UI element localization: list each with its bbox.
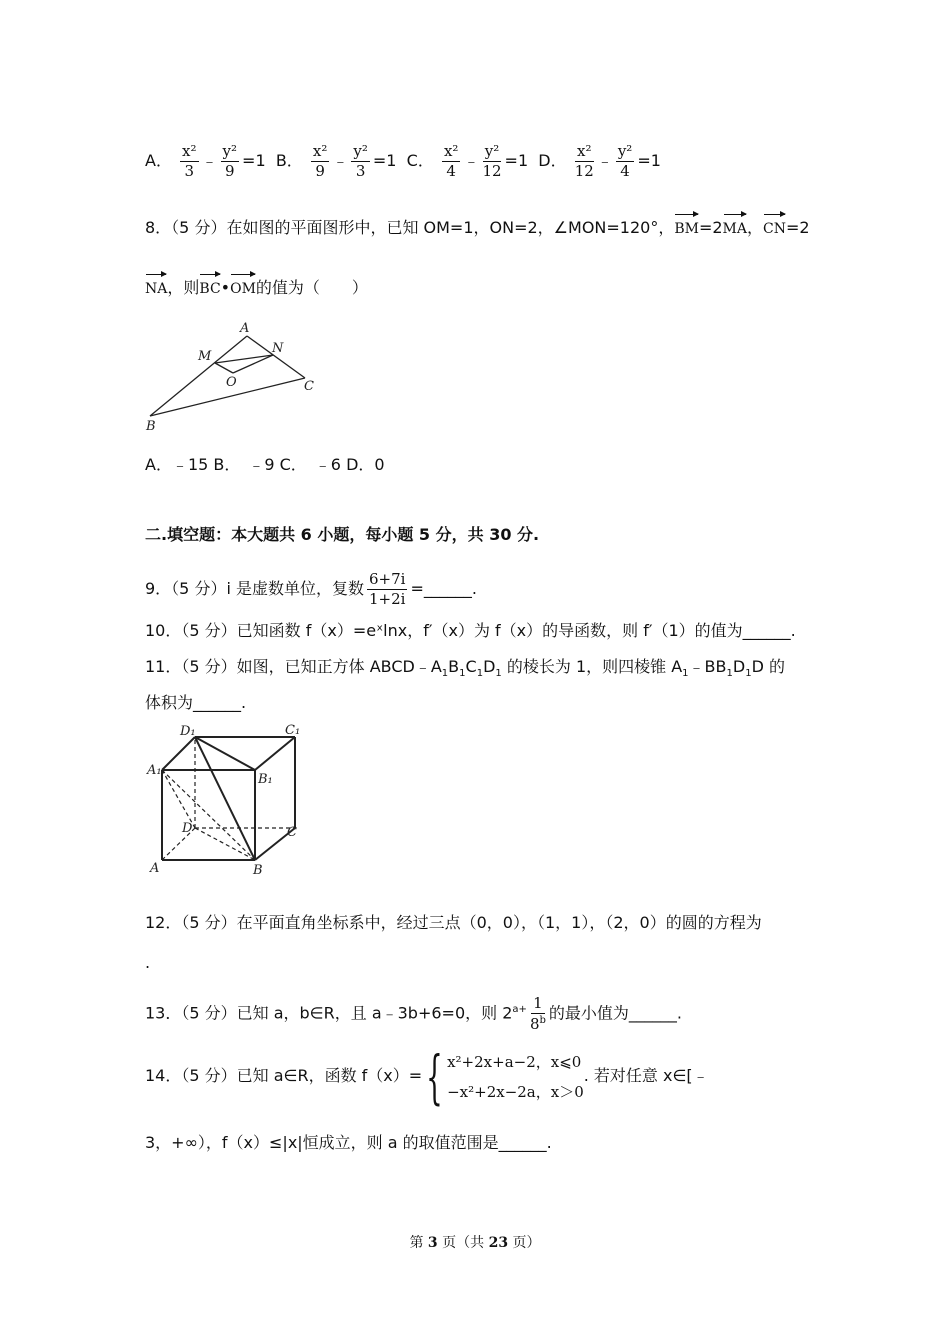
- minus: ﹣: [201, 151, 218, 170]
- label-m: M: [198, 349, 212, 364]
- eq-two: =2: [698, 218, 723, 237]
- frac: [482, 144, 501, 179]
- q7-options: [145, 144, 661, 179]
- q11-text: D 的: [751, 657, 786, 676]
- frac-den: 12: [482, 162, 502, 180]
- minus: ﹣: [596, 151, 613, 170]
- frac-den: 3: [355, 162, 366, 180]
- frac: [530, 996, 546, 1032]
- den-base: 8: [529, 1015, 540, 1033]
- frac-num: x²: [577, 142, 592, 160]
- equals-one: =1: [242, 151, 266, 170]
- edge-d1-b: [195, 737, 255, 860]
- frac-den: 9: [225, 162, 235, 180]
- q13-suffix: 的最小值为______.: [548, 1003, 682, 1023]
- frac-den: 1+2i: [368, 590, 406, 608]
- frac-num: y²: [484, 142, 500, 160]
- page-number: 3: [427, 1235, 438, 1251]
- vector-bc: BC: [199, 272, 220, 300]
- option-a-label: A．: [145, 151, 172, 170]
- label-b1: B₁: [258, 772, 273, 787]
- case-2: −x²+2x−2a，x＞0: [447, 1082, 584, 1101]
- minus: ﹣: [463, 151, 480, 170]
- q11-text: D: [732, 657, 746, 676]
- frac-den: 12: [574, 162, 594, 180]
- vector-na: NA: [145, 272, 167, 300]
- q13: [145, 996, 682, 1032]
- q8-options: A．﹣15 B． ﹣9 C． ﹣6 D．0: [145, 455, 385, 474]
- q11-text: C: [465, 657, 477, 676]
- q11-text: B: [448, 657, 460, 676]
- eq-two: =2: [785, 218, 810, 237]
- label-o: O: [226, 375, 237, 390]
- total-pages: 23: [488, 1235, 509, 1251]
- label-d1: D₁: [180, 724, 196, 739]
- frac-num: x²: [312, 142, 328, 160]
- frac-num: x²: [182, 142, 197, 160]
- equals-one: =1: [372, 151, 397, 170]
- label-c1: C₁: [285, 723, 301, 738]
- minus: ﹣: [332, 151, 349, 170]
- frac-den: 3: [184, 162, 195, 180]
- equals-one: =1: [504, 151, 529, 170]
- frac-num: x²: [443, 142, 459, 160]
- subscript: 1: [745, 668, 752, 680]
- frac-den: 4: [446, 162, 456, 180]
- q11-text: 的棱长为 1，则四棱锥 A: [501, 657, 683, 676]
- label-b: B: [146, 419, 156, 434]
- edge-a1-b: [162, 770, 255, 860]
- edge-a1-d: [162, 770, 195, 828]
- den-superscript: b: [539, 1015, 546, 1026]
- q10: 10．（5 分）已知函数 f（x）=eˣlnx，f′（x）为 f（x）的导函数，则 f′（1）的值为______.: [145, 621, 796, 640]
- q12-line1: 12．（5 分）在平面直角坐标系中，经过三点（0，0），（1，1），（2，0）的圆的方程为: [145, 913, 762, 932]
- section-2-title: 二.填空题：本大题共 6 小题，每小题 5 分，共 30 分.: [145, 525, 540, 544]
- edge-a1-d1: [162, 737, 195, 770]
- q9-prefix: 9．（5 分）i 是虚数单位，复数: [145, 579, 364, 598]
- label-c: C: [287, 825, 297, 840]
- vector-bm: BM: [674, 212, 699, 240]
- footer-text: 页）: [508, 1235, 541, 1251]
- subscript: 1: [441, 668, 449, 680]
- option-c-label: C．: [406, 151, 434, 170]
- q14-line2: 3，+∞），f（x）≤|x|恒成立，则 a 的取值范围是______.: [145, 1133, 552, 1152]
- subscript: 1: [476, 668, 484, 680]
- label-n: N: [272, 341, 284, 356]
- q13-prefix: 13．（5 分）已知 a，b∈R，且 a﹣3b+6=0，则 2: [145, 1003, 513, 1023]
- frac-num: y²: [353, 142, 368, 160]
- piecewise-function: [422, 1042, 584, 1111]
- q9-suffix: =______.: [410, 579, 477, 598]
- q11-line1: [145, 656, 785, 685]
- q8-suffix: 的值为（ ）: [255, 278, 368, 297]
- frac: [575, 144, 594, 179]
- frac: [351, 144, 370, 179]
- frac-num: 1: [533, 994, 543, 1012]
- subscript: 1: [495, 668, 502, 680]
- vector-cn: CN: [763, 212, 786, 240]
- q11-line2: 体积为______.: [145, 693, 247, 712]
- option-d-label: D．: [538, 151, 567, 170]
- q12-line2: .: [145, 953, 151, 972]
- label-d: D: [182, 821, 193, 836]
- cases: [447, 1047, 584, 1107]
- frac: [221, 144, 240, 179]
- q14-line1: [145, 1042, 709, 1111]
- frac: [311, 144, 329, 179]
- frac-num: y²: [617, 142, 633, 160]
- q11-text: 11．（5 分）如图，已知正方体 ABCD﹣A: [145, 657, 442, 676]
- option-b-label: B．: [275, 151, 303, 170]
- footer-text: 第: [409, 1235, 428, 1251]
- frac-den: 4: [620, 162, 630, 180]
- page-footer: [0, 1232, 950, 1252]
- subscript: 1: [726, 668, 733, 680]
- q14-prefix: 14．（5 分）已知 a∈R，函数 f（x）=: [145, 1066, 423, 1085]
- q8-mid: ，则: [167, 278, 200, 297]
- frac-den: 9: [315, 162, 325, 180]
- superscript: a: [512, 1004, 519, 1016]
- frac: [367, 572, 407, 607]
- frac: [180, 144, 198, 179]
- label-a: A: [240, 321, 250, 336]
- vector-om: OM: [230, 272, 256, 300]
- frac: [616, 144, 635, 179]
- vector-ma: MA: [723, 212, 747, 240]
- label-b: B: [253, 863, 263, 878]
- frac-num: y²: [222, 142, 238, 160]
- q8-triangle-figure: [140, 318, 340, 438]
- q8-prefix: 8．（5 分）在如图的平面图形中，已知 OM=1，ON=2，∠MON=120°，: [145, 218, 675, 237]
- dot-operator: •: [220, 278, 231, 297]
- subscript: 1: [459, 668, 466, 680]
- equals-one: =1: [637, 151, 661, 170]
- line-om: [215, 363, 233, 373]
- q11-text: ﹣BB: [688, 657, 727, 676]
- q9: [145, 572, 477, 607]
- superscript-plus: +: [518, 1004, 527, 1016]
- q8-line2: [145, 272, 368, 300]
- q8-line1: [145, 212, 810, 240]
- q14-suffix: . 若对任意 x∈[﹣: [583, 1066, 709, 1085]
- frac-num: 6+7i: [368, 570, 406, 588]
- left-brace: {: [426, 1042, 443, 1111]
- edge-b1-c1: [255, 737, 295, 770]
- label-c: C: [304, 379, 314, 394]
- frac-den: [530, 1014, 546, 1032]
- edge-d-b: [195, 828, 255, 860]
- q11-text: D: [483, 657, 496, 676]
- q11-cube-figure: [145, 722, 310, 882]
- footer-text: 页（共: [437, 1235, 489, 1251]
- label-a1: A₁: [147, 763, 162, 778]
- label-a: A: [150, 861, 160, 876]
- case-1: x²+2x+a−2，x⩽0: [447, 1052, 582, 1071]
- frac: [442, 144, 460, 179]
- comma: ，: [747, 218, 764, 237]
- subscript: 1: [682, 668, 689, 680]
